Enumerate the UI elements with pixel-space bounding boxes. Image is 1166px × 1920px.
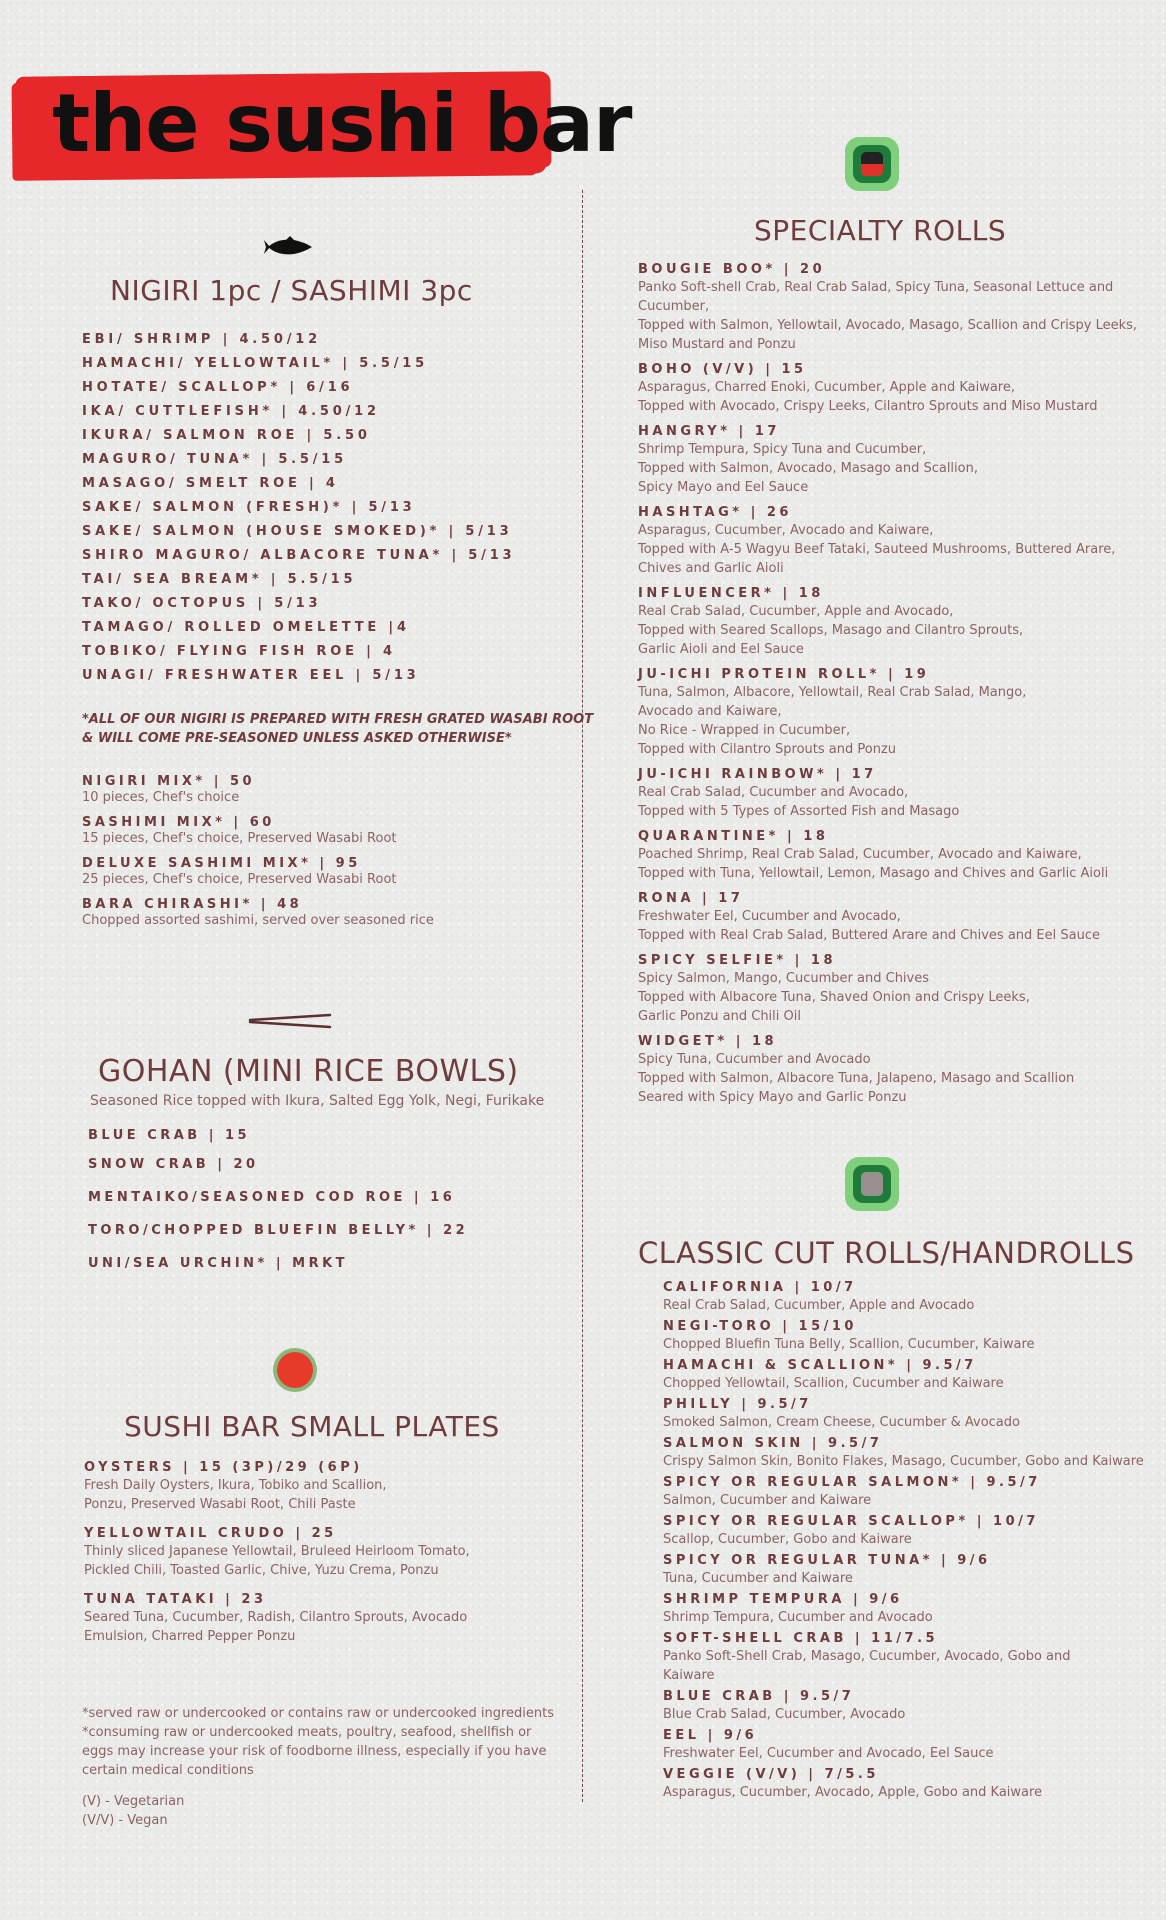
nigiri-title: NIGIRI 1pc / SASHIMI 3pc xyxy=(110,274,473,307)
column-divider xyxy=(582,190,583,1802)
mix-list xyxy=(82,774,434,938)
footnotes xyxy=(82,1704,554,1830)
item-name: NEGI-TORO | 15/10 xyxy=(663,1319,857,1334)
nigiri-list xyxy=(82,328,515,688)
list-item xyxy=(638,829,1137,883)
specialty-list xyxy=(638,262,1137,1115)
item-description: Pickled Chili, Toasted Garlic, Chive, Yuzu Crema, Ponzu xyxy=(84,1563,439,1578)
list-item xyxy=(82,897,434,938)
list-item xyxy=(663,1397,1144,1432)
item-description: Seared Tuna, Cucumber, Radish, Cilantro Sprouts, Avocado xyxy=(84,1610,468,1625)
item-name: PHILLY | 9.5/7 xyxy=(663,1397,812,1412)
item-description: Garlic Ponzu and Chili Oil xyxy=(638,1009,801,1024)
list-item xyxy=(663,1319,1144,1354)
menu-item: TORO/CHOPPED BLUEFIN BELLY* | 22 xyxy=(88,1223,469,1238)
item-description: 10 pieces, Chef's choice xyxy=(82,790,240,805)
list-item xyxy=(638,505,1137,578)
list-item xyxy=(638,586,1137,659)
menu-item: SAKE/ SALMON (HOUSE SMOKED)* | 5/13 xyxy=(82,524,513,539)
list-item xyxy=(638,667,1137,759)
item-description: 15 pieces, Chef's choice, Preserved Wasabi Root xyxy=(82,831,397,846)
item-description: Topped with Seared Scallops, Masago and Cilantro Sprouts, xyxy=(638,623,1024,638)
gohan-subtitle: Seasoned Rice topped with Ikura, Salted Egg Yolk, Negi, Furikake xyxy=(90,1093,545,1109)
gohan-list xyxy=(88,1128,468,1276)
item-name: OYSTERS | 15 (3P)/29 (6P) xyxy=(84,1460,363,1475)
list-item xyxy=(663,1728,1144,1763)
menu-item: TAI/ SEA BREAM* | 5.5/15 xyxy=(82,572,357,587)
item-description: Asparagus, Charred Enoki, Cucumber, Apple and Kaiware, xyxy=(638,380,1015,395)
small-plates-title: SUSHI BAR SMALL PLATES xyxy=(124,1410,500,1443)
item-name: SPICY OR REGULAR TUNA* | 9/6 xyxy=(663,1553,991,1568)
item-description: Topped with Avocado, Crispy Leeks, Cilantro Sprouts and Miso Mustard xyxy=(638,399,1098,414)
menu-item: TAKO/ OCTOPUS | 5/13 xyxy=(82,596,322,611)
list-item xyxy=(638,424,1137,497)
list-item xyxy=(638,1034,1137,1107)
legend-vegetarian: (V) - Vegetarian xyxy=(82,1794,185,1809)
chopsticks-icon xyxy=(248,1012,332,1032)
item-description: Spicy Mayo and Eel Sauce xyxy=(638,480,809,495)
item-name: INFLUENCER* | 18 xyxy=(638,586,824,601)
item-description: Topped with 5 Types of Assorted Fish and Masago xyxy=(638,804,960,819)
item-name: EEL | 9/6 xyxy=(663,1728,758,1743)
item-description: Smoked Salmon, Cream Cheese, Cucumber & Avocado xyxy=(663,1415,1020,1430)
item-description: Poached Shrimp, Real Crab Salad, Cucumber, Avocado and Kaiware, xyxy=(638,847,1082,862)
item-description: Panko Soft-shell Crab, Real Crab Salad, Spicy Tuna, Seasonal Lettuce and xyxy=(638,280,1114,295)
specialty-title: SPECIALTY ROLLS xyxy=(754,214,1007,247)
item-description: Tuna, Cucumber and Kaiware xyxy=(663,1571,853,1586)
list-item xyxy=(663,1280,1144,1315)
menu-item: MAGURO/ TUNA* | 5.5/15 xyxy=(82,452,347,467)
menu-item: IKURA/ SALMON ROE | 5.50 xyxy=(82,428,371,443)
list-item xyxy=(663,1592,1144,1627)
item-description: Spicy Salmon, Mango, Cucumber and Chives xyxy=(638,971,930,986)
list-item xyxy=(638,262,1137,354)
menu-item: MENTAIKO/SEASONED COD ROE | 16 xyxy=(88,1190,456,1205)
item-description: Real Crab Salad, Cucumber, Apple and Avocado, xyxy=(638,604,954,619)
menu-item: TAMAGO/ ROLLED OMELETTE |4 xyxy=(82,620,410,635)
menu-item: SAKE/ SALMON (FRESH)* | 5/13 xyxy=(82,500,416,515)
item-description: Topped with Albacore Tuna, Shaved Onion and Crispy Leeks, xyxy=(638,990,1030,1005)
item-description: Cucumber, xyxy=(638,299,710,314)
nigiri-note-line: *ALL OF OUR NIGIRI IS PREPARED WITH FRESH GRATED WASABI ROOT xyxy=(82,712,594,727)
menu-item: MASAGO/ SMELT ROE | 4 xyxy=(82,476,339,491)
item-description: Thinly sliced Japanese Yellowtail, Bruleed Heirloom Tomato, xyxy=(84,1544,470,1559)
list-item xyxy=(84,1460,470,1526)
item-description: Spicy Tuna, Cucumber and Avocado xyxy=(638,1052,871,1067)
item-description: Panko Soft-Shell Crab, Masago, Cucumber, Avocado, Gobo and xyxy=(663,1649,1071,1664)
item-description: Real Crab Salad, Cucumber and Avocado, xyxy=(638,785,909,800)
item-description: Avocado and Kaiware, xyxy=(638,704,782,719)
list-item xyxy=(638,891,1137,945)
small-plates-list xyxy=(84,1460,470,1658)
item-description: Asparagus, Cucumber, Avocado, Apple, Gobo and Kaiware xyxy=(663,1785,1043,1800)
item-name: SASHIMI MIX* | 60 xyxy=(82,815,275,830)
item-description: Scallop, Cucumber, Gobo and Kaiware xyxy=(663,1532,912,1547)
item-description: No Rice - Wrapped in Cucumber, xyxy=(638,723,851,738)
list-item xyxy=(84,1526,470,1592)
item-name: SALMON SKIN | 9.5/7 xyxy=(663,1436,883,1451)
classic-title: CLASSIC CUT ROLLS/HANDROLLS xyxy=(638,1236,1135,1270)
sushi-roll-icon xyxy=(845,1157,899,1211)
menu-item: IKA/ CUTTLEFISH* | 4.50/12 xyxy=(82,404,380,419)
sushi-roll-icon xyxy=(845,137,899,191)
list-item xyxy=(663,1631,1144,1685)
item-description: Chopped assorted sashimi, served over seasoned rice xyxy=(82,913,434,928)
item-description: Chopped Bluefin Tuna Belly, Scallion, Cucumber, Kaiware xyxy=(663,1337,1035,1352)
item-description: Freshwater Eel, Cucumber and Avocado, Eel Sauce xyxy=(663,1746,994,1761)
item-description: Topped with A-5 Wagyu Beef Tataki, Sauteed Mushrooms, Buttered Arare, xyxy=(638,542,1116,557)
item-description: Tuna, Salmon, Albacore, Yellowtail, Real Crab Salad, Mango, xyxy=(638,685,1027,700)
item-description: Garlic Aioli and Eel Sauce xyxy=(638,642,804,657)
menu-item: HOTATE/ SCALLOP* | 6/16 xyxy=(82,380,354,395)
item-description: Topped with Salmon, Albacore Tuna, Jalapeno, Masago and Scallion xyxy=(638,1071,1075,1086)
item-name: HANGRY* | 17 xyxy=(638,424,780,439)
list-item xyxy=(663,1767,1144,1802)
list-item xyxy=(663,1358,1144,1393)
classic-list xyxy=(663,1280,1144,1806)
item-name: QUARANTINE* | 18 xyxy=(638,829,829,844)
nigiri-note xyxy=(82,710,593,748)
list-item xyxy=(82,856,434,897)
list-item xyxy=(638,953,1137,1026)
list-item xyxy=(638,362,1137,416)
item-name: TUNA TATAKI | 23 xyxy=(84,1592,267,1607)
list-item xyxy=(663,1689,1144,1724)
footnote-line: eggs may increase your risk of foodborne illness, especially if you have xyxy=(82,1744,547,1759)
fish-icon xyxy=(264,236,314,258)
item-name: SHRIMP TEMPURA | 9/6 xyxy=(663,1592,903,1607)
item-name: SPICY SELFIE* | 18 xyxy=(638,953,837,968)
item-description: Kaiware xyxy=(663,1668,715,1683)
item-name: BARA CHIRASHI* | 48 xyxy=(82,897,303,912)
item-name: BLUE CRAB | 9.5/7 xyxy=(663,1689,855,1704)
item-description: Real Crab Salad, Cucumber, Apple and Avocado xyxy=(663,1298,975,1313)
gohan-title: GOHAN (MINI RICE BOWLS) xyxy=(98,1054,519,1089)
item-description: Fresh Daily Oysters, Ikura, Tobiko and Scallion, xyxy=(84,1478,387,1493)
footnote-line: *consuming raw or undercooked meats, poultry, seafood, shellfish or xyxy=(82,1725,532,1740)
item-name: CALIFORNIA | 10/7 xyxy=(663,1280,857,1295)
item-name: JU-ICHI PROTEIN ROLL* | 19 xyxy=(638,667,930,682)
menu-item: SHIRO MAGURO/ ALBACORE TUNA* | 5/13 xyxy=(82,548,516,563)
item-description: Emulsion, Charred Pepper Ponzu xyxy=(84,1629,296,1644)
item-description: Seared with Spicy Mayo and Garlic Ponzu xyxy=(638,1090,907,1105)
logo: the sushi bar xyxy=(52,77,632,170)
menu-item: UNAGI/ FRESHWATER EEL | 5/13 xyxy=(82,668,420,683)
menu-item: BLUE CRAB | 15 xyxy=(88,1128,251,1143)
item-name: NIGIRI MIX* | 50 xyxy=(82,774,256,789)
item-name: JU-ICHI RAINBOW* | 17 xyxy=(638,767,877,782)
item-description: Topped with Cilantro Sprouts and Ponzu xyxy=(638,742,897,757)
menu-item: HAMACHI/ YELLOWTAIL* | 5.5/15 xyxy=(82,356,428,371)
item-name: BOUGIE BOO* | 20 xyxy=(638,262,826,277)
item-description: Miso Mustard and Ponzu xyxy=(638,337,796,352)
legend-vegan: (V/V) - Vegan xyxy=(82,1813,168,1828)
item-description: Topped with Salmon, Yellowtail, Avocado, Masago, Scallion and Crispy Leeks, xyxy=(638,318,1138,333)
item-description: Salmon, Cucumber and Kaiware xyxy=(663,1493,872,1508)
menu-item: TOBIKO/ FLYING FISH ROE | 4 xyxy=(82,644,396,659)
item-name: VEGGIE (V/V) | 7/5.5 xyxy=(663,1767,879,1782)
list-item xyxy=(82,774,434,815)
menu-item: EBI/ SHRIMP | 4.50/12 xyxy=(82,332,321,347)
item-name: RONA | 17 xyxy=(638,891,744,906)
item-name: HAMACHI & SCALLION* | 9.5/7 xyxy=(663,1358,977,1373)
item-description: Blue Crab Salad, Cucumber, Avocado xyxy=(663,1707,906,1722)
item-name: DELUXE SASHIMI MIX* | 95 xyxy=(82,856,361,871)
item-description: Chopped Yellowtail, Scallion, Cucumber and Kaiware xyxy=(663,1376,1004,1391)
tomato-icon xyxy=(273,1348,317,1392)
footnote-line: certain medical conditions xyxy=(82,1763,254,1778)
item-name: WIDGET* | 18 xyxy=(638,1034,778,1049)
list-item xyxy=(663,1475,1144,1510)
list-item xyxy=(84,1592,470,1658)
item-name: HASHTAG* | 26 xyxy=(638,505,792,520)
item-description: Topped with Salmon, Avocado, Masago and Scallion, xyxy=(638,461,978,476)
item-description: Shrimp Tempura, Cucumber and Avocado xyxy=(663,1610,933,1625)
item-description: Topped with Tuna, Yellowtail, Lemon, Masago and Chives and Garlic Aioli xyxy=(638,866,1109,881)
list-item xyxy=(663,1436,1144,1471)
item-description: Chives and Garlic Aioli xyxy=(638,561,784,576)
item-description: Shrimp Tempura, Spicy Tuna and Cucumber, xyxy=(638,442,927,457)
item-description: Topped with Real Crab Salad, Buttered Arare and Chives and Eel Sauce xyxy=(638,928,1100,943)
menu-item: UNI/SEA URCHIN* | MRKT xyxy=(88,1256,349,1271)
footnote-line: *served raw or undercooked or contains raw or undercooked ingredients xyxy=(82,1706,555,1721)
item-description: Freshwater Eel, Cucumber and Avocado, xyxy=(638,909,901,924)
list-item xyxy=(663,1514,1144,1549)
item-name: SPICY OR REGULAR SALMON* | 9.5/7 xyxy=(663,1475,1041,1490)
item-description: Ponzu, Preserved Wasabi Root, Chili Paste xyxy=(84,1497,356,1512)
menu-item: SNOW CRAB | 20 xyxy=(88,1157,259,1172)
item-name: SPICY OR REGULAR SCALLOP* | 10/7 xyxy=(663,1514,1039,1529)
item-name: YELLOWTAIL CRUDO | 25 xyxy=(84,1526,337,1541)
item-description: Crispy Salmon Skin, Bonito Flakes, Masago, Cucumber, Gobo and Kaiware xyxy=(663,1454,1144,1469)
item-description: Asparagus, Cucumber, Avocado and Kaiware, xyxy=(638,523,934,538)
item-name: BOHO (V/V) | 15 xyxy=(638,362,807,377)
list-item xyxy=(638,767,1137,821)
list-item xyxy=(82,815,434,856)
item-name: SOFT-SHELL CRAB | 11/7.5 xyxy=(663,1631,939,1646)
item-description: 25 pieces, Chef's choice, Preserved Wasabi Root xyxy=(82,872,397,887)
list-item xyxy=(663,1553,1144,1588)
nigiri-note-line: & WILL COME PRE-SEASONED UNLESS ASKED OTHERWISE* xyxy=(82,731,512,746)
